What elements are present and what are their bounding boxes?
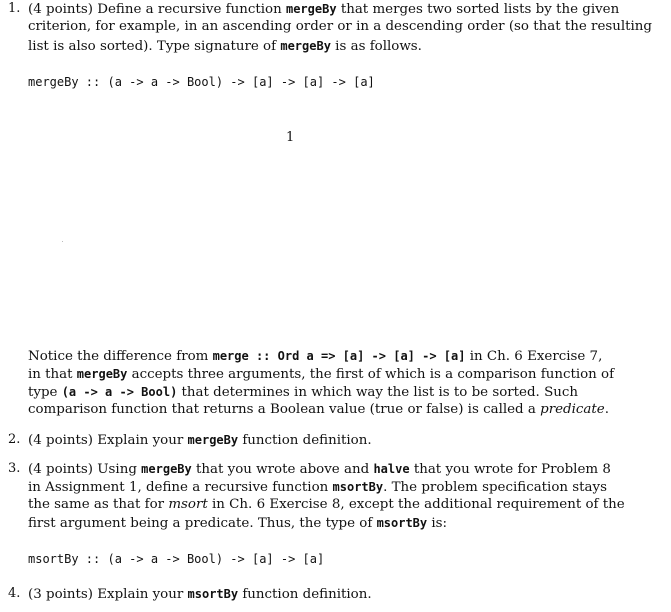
q3-type-signature: msortBy :: (a -> a -> Bool) -> [a] -> [a]	[28, 552, 325, 566]
scan-speck	[62, 241, 63, 242]
q3-line-2: in Assignment 1, define a recursive function msortBy. The problem specification stays	[28, 480, 607, 495]
q1-line-1: (4 points) Define a recursive function mergeBy that merges two sorted lists by the given	[28, 2, 620, 17]
q1-notice-line-3: type (a -> a -> Bool) that determines in which way the list is to be sorted. Such	[28, 385, 578, 400]
q3-line-4: first argument being a predicate. Thus, the type of msortBy is:	[28, 516, 448, 531]
q1-line-2: criterion, for example, in an ascending order or in a descending order (so that the resulting	[28, 19, 653, 34]
q3-line-3: the same as that for msort in Ch. 6 Exercise 8, except the additional requirement of the	[28, 497, 625, 512]
page-number: 1	[286, 130, 295, 145]
q3-line-1: (4 points) Using mergeBy that you wrote above and halve that you wrote for Problem 8	[28, 462, 611, 477]
q1-line-3: list is also sorted). Type signature of mergeBy is as follows.	[28, 39, 422, 54]
q1-notice-line-1: Notice the difference from merge :: Ord a => [a] -> [a] -> [a] in Ch. 6 Exercise 7,	[28, 349, 603, 364]
q3-number: 3.	[8, 461, 21, 476]
q2-number: 2.	[8, 432, 21, 447]
q2-line-1: (4 points) Explain your mergeBy function definition.	[28, 433, 372, 448]
q1-notice-line-2: in that mergeBy accepts three arguments, the first of which is a comparison function of	[28, 367, 615, 382]
q4-number: 4.	[8, 586, 21, 601]
q1-notice-line-4: comparison function that returns a Boolean value (true or false) is called a predicate.	[28, 402, 609, 417]
q1-type-signature: mergeBy :: (a -> a -> Bool) -> [a] -> [a] -> [a]	[28, 75, 375, 89]
q4-line-1: (3 points) Explain your msortBy function definition.	[28, 587, 372, 602]
q1-number: 1.	[8, 1, 21, 16]
